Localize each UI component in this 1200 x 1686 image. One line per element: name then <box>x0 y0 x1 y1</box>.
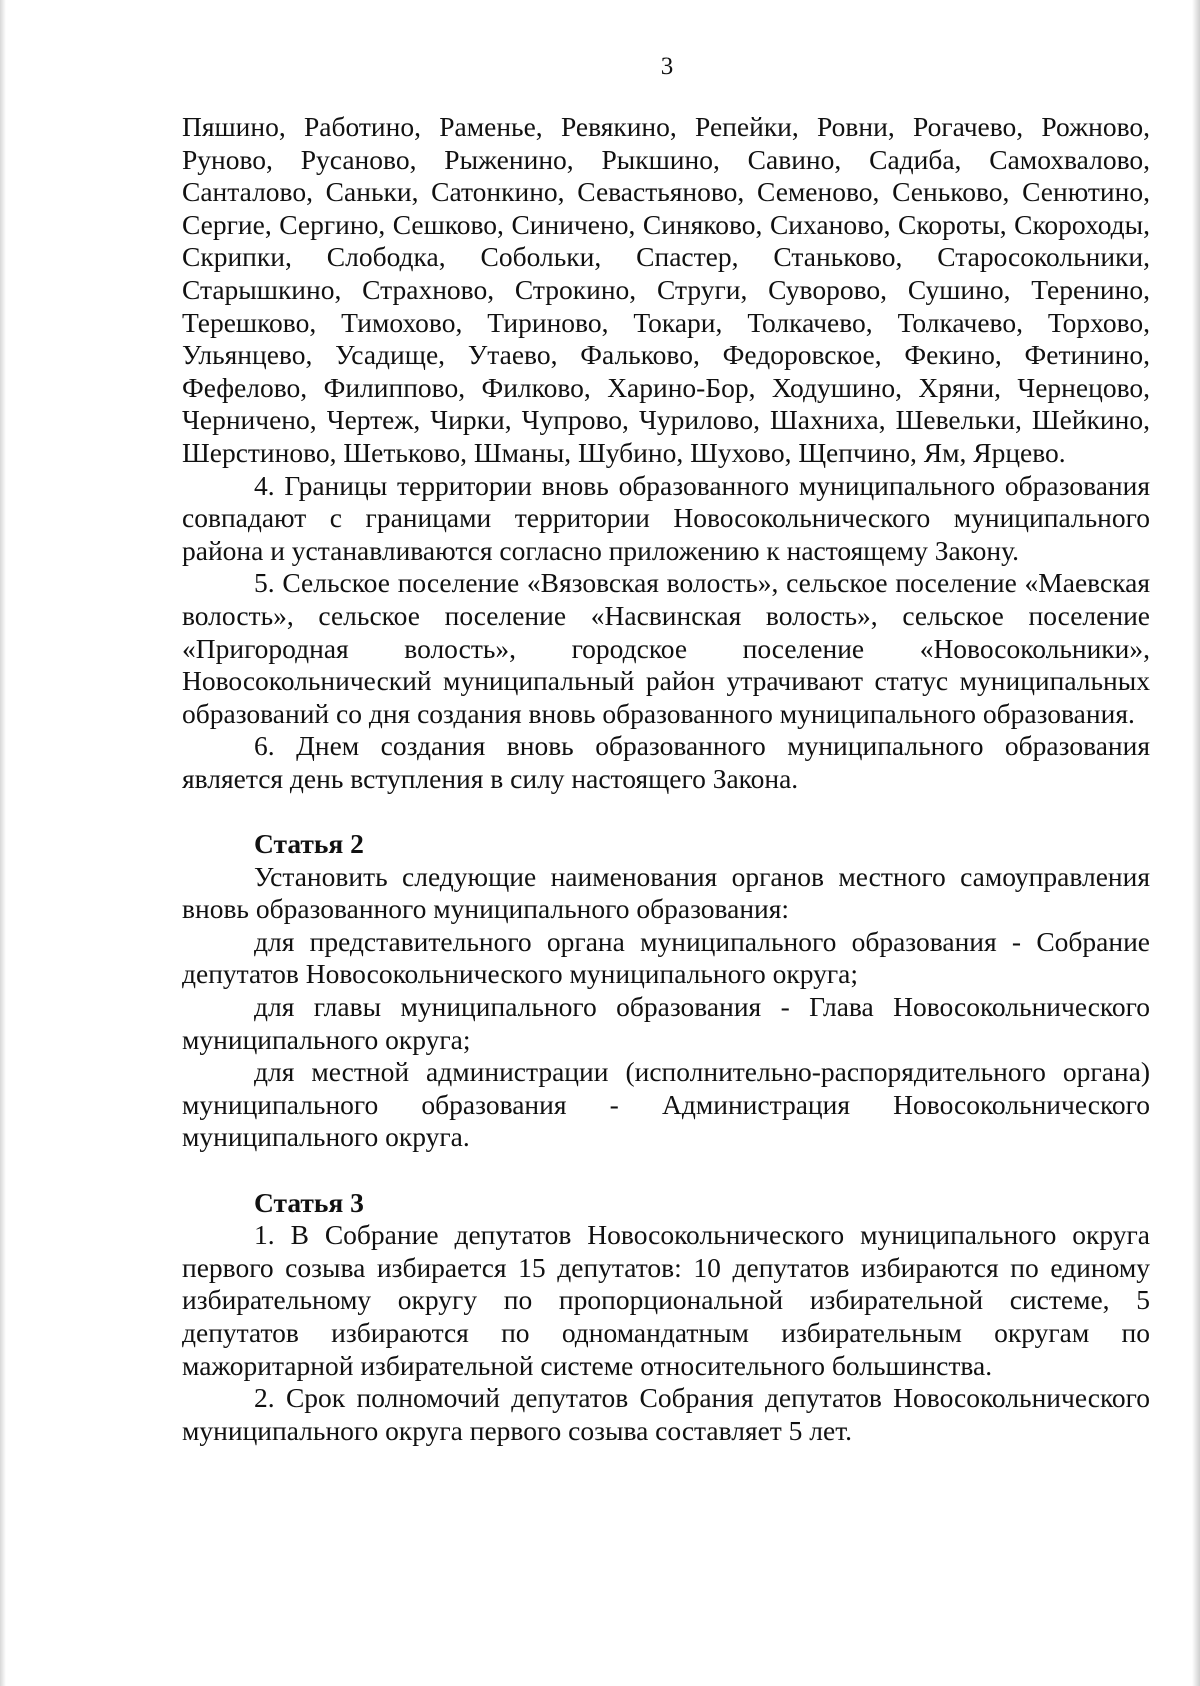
clause-4: 4. Границы территории вновь образованного муниципального образования совпадают с границами территории Новосокольнического муниципального района и устанавливаются согласно приложению к настоящему Закону. <box>182 469 1150 566</box>
article-2-heading: Статья 2 <box>254 828 364 860</box>
article-2-representative-body: для представительного органа муниципального образования - Собрание депутатов Новосокольнического муниципального округа; <box>182 925 1150 990</box>
document-body <box>182 111 1150 1447</box>
clause-5: 5. Сельское поселение «Вязовская волость», сельское поселение «Маевская волость», сельское поселение «Насвинская волость», сельское поселение «Пригородная волость», городское поселение «Новосокольники», Новосокольнический муниципальный район утрачивают статус муниципальных образований со дня создания вновь образованного муниципального образования. <box>182 567 1150 729</box>
article-3-heading: Статья 3 <box>254 1186 364 1218</box>
settlements-list-continuation: Пяшино, Работино, Раменье, Ревякино, Репейки, Ровни, Рогачево, Рожново, Руново, Русаново, Рыженино, Рыкшино, Савино, Садиба, Самохвалово, Санталово, Саньки, Сатонкино, Севастьяново, Семеново, Сеньково, Сенютино, Сергие, Сергино, Сешково, Синичено, Синяково, Сиханово, Скороты, Скороходы, Скрипки, Слободка, Собольки, Спастер, Станьково, Старосокольники, Старышкино, Страхново, Строкино, Струги, Суворово, Сушино, Теренино, Терешково, Тимохово, Тириново, Токари, Толкачево, Толкачево, Торхово, Ульянцево, Усадище, Утаево, Фальково, Федоровское, Фекино, Фетинино, Фефелово, Филиппово, Филково, Харино-Бор, Ходушино, Хряни, Чернецово, Черничено, Чертеж, Чирки, Чупрово, Чурилово, Шахниха, Шевельки, Шейкино, Шерстиново, Шетьково, Шманы, Шубино, Шухово, Щепчино, Ям, Ярцево. <box>182 111 1150 468</box>
article-2-head: для главы муниципального образования - Глава Новосокольнического муниципального округа; <box>182 991 1150 1055</box>
scan-edge-left <box>0 0 6 1686</box>
page-number: 3 <box>660 53 674 80</box>
article-2-administration: для местной администрации (исполнительно-распорядительного органа) муниципального образования - Администрация Новосокольнического муниципального округа. <box>182 1056 1150 1153</box>
scan-edge-right <box>1192 0 1200 1686</box>
article-3-clause-2: 2. Срок полномочий депутатов Собрания депутатов Новосокольнического муниципального округа первого созыва составляет 5 лет. <box>182 1382 1150 1446</box>
clause-6: 6. Днем создания вновь образованного муниципального образования является день вступления в силу настоящего Закона. <box>182 730 1150 794</box>
article-3-clause-1: 1. В Собрание депутатов Новосокольнического муниципального округа первого созыва избирается 15 депутатов: 10 депутатов избираются по единому избирательному округу по пропорциональной избирательной системе, 5 депутатов избираются по одномандатным избирательным округам по мажоритарной избирательной системе относительного большинства. <box>182 1219 1150 1381</box>
article-2-intro: Установить следующие наименования органов местного самоуправления вновь образованного муниципального образования: <box>182 860 1150 925</box>
